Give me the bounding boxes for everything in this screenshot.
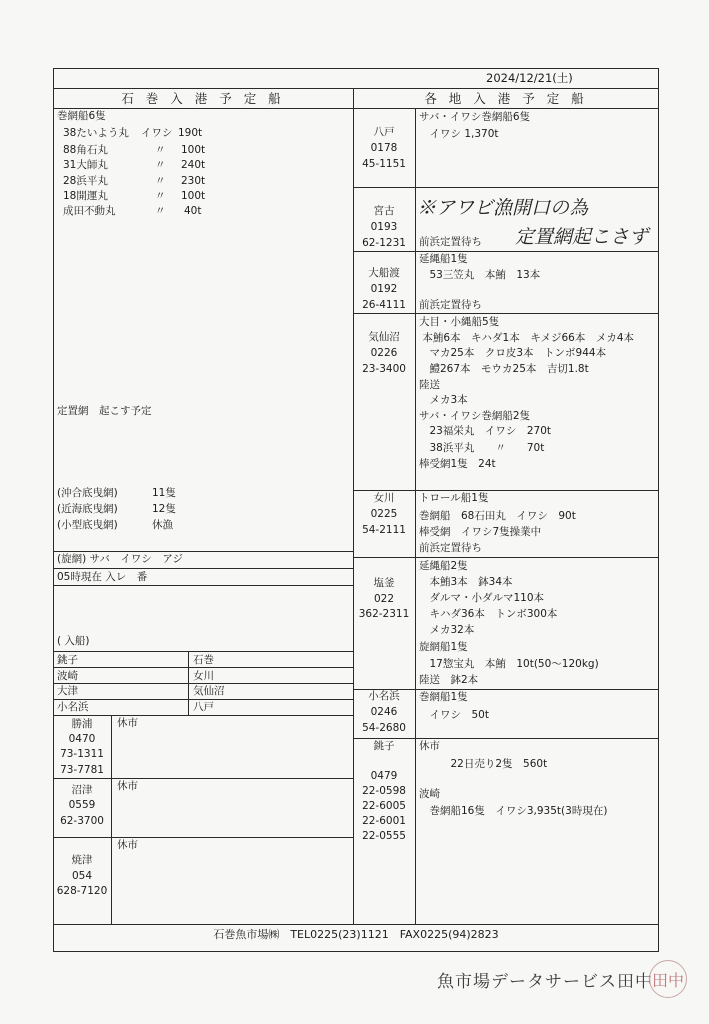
port-line: 棒受網1隻 24t (419, 458, 496, 470)
port-grid-cell: 気仙沼 (193, 685, 225, 697)
port-line: 鱧267本 モウカ25本 吉切1.8t (419, 363, 589, 375)
right-header: 各 地 入 港 予 定 船 (424, 91, 588, 106)
trawl-label: (小型底曳網) (57, 519, 118, 531)
ship-name: 成田不動丸 (63, 205, 116, 217)
port-name: 宮古 (373, 205, 395, 217)
makiami-species: (旋網) サバ イワシ アジ (57, 553, 183, 565)
port-line: 前浜定置待ち (419, 236, 482, 248)
ship-fish: 〃 (155, 175, 166, 187)
ship-fish: 〃 (155, 205, 166, 217)
port-phone: 0225 (370, 508, 398, 520)
ship-tons: 100t (181, 190, 206, 202)
port-name: 女川 (373, 492, 395, 504)
port-line: 陸送 鉢2本 (419, 674, 479, 686)
port-line: 旋網船1隻 (419, 641, 468, 653)
port-phone: 22-6005 (362, 800, 406, 812)
port-line: キハダ36本 トンボ300本 (419, 608, 558, 620)
port-phone: 26-4111 (362, 299, 406, 311)
port-line: サバ・イワシ巻網船2隻 (419, 410, 531, 422)
port-line: 巻網船1隻 (419, 691, 468, 703)
port-line: ダルマ・小ダルマ110本 (419, 592, 545, 604)
current-status: 05時現在 入レ 番 (57, 571, 148, 583)
ship-fish: イワシ (141, 127, 173, 139)
port-status: 休市 (117, 839, 138, 851)
ship-tons: 230t (181, 175, 206, 187)
port-grid-cell: 女川 (193, 670, 214, 682)
port-name: 大船渡 (368, 267, 400, 279)
ship-name: 38たいよう丸 (63, 127, 129, 139)
ship-tons: 40t (184, 205, 202, 217)
port-line: トロール船1隻 (419, 492, 489, 504)
ship-name: 31大師丸 (63, 159, 108, 171)
port-phone: 23-3400 (362, 363, 406, 375)
ship-tons: 240t (181, 159, 206, 171)
trawl-label: (近海底曳網) (57, 503, 118, 515)
ship-tons: 100t (181, 144, 206, 156)
port-grid-cell: 小名浜 (57, 701, 89, 713)
ship-fish: 〃 (155, 144, 166, 156)
port-phone: 022 (373, 593, 395, 605)
port-line: 本鮪3本 鉢34本 (419, 576, 513, 588)
port-grid-cell: 波崎 (57, 670, 78, 682)
port-phone: 22-0598 (362, 785, 406, 797)
port-line: 巻網船16隻 イワシ3,935t(3時現在) (419, 805, 608, 817)
port-phone: 0192 (370, 283, 398, 295)
port-phone: 0226 (370, 347, 398, 359)
ship-tons: 190t (178, 127, 203, 139)
port-line: 前浜定置待ち (419, 299, 482, 311)
left-header: 石 巻 入 港 予 定 船 (121, 91, 285, 106)
port-line: イワシ 1,370t (419, 128, 499, 140)
port-line: 延縄船1隻 (419, 253, 468, 265)
ship-fish: 〃 (155, 190, 166, 202)
handwritten-note: ※アワビ漁開口の為 (417, 197, 589, 219)
port-name: 気仙沼 (368, 331, 400, 343)
port-phone: 62-3700 (60, 815, 104, 827)
trawl-label: (沖合底曳網) (57, 487, 118, 499)
port-line: 波崎 (419, 788, 440, 800)
port-line: 38浜平丸 〃 70t (419, 442, 545, 454)
port-grid-cell: 大津 (57, 685, 78, 697)
ship-fish: 〃 (155, 159, 166, 171)
port-name: 勝浦 (71, 718, 93, 730)
port-line: メカ3本 (419, 394, 468, 406)
port-name: 銚子 (373, 740, 395, 752)
port-line: 大目・小縄船5隻 (419, 316, 500, 328)
report-date: 2024/12/21(土) (486, 71, 573, 85)
port-line: イワシ 50t (419, 709, 489, 721)
port-name: 小名浜 (368, 690, 400, 702)
port-line: 前浜定置待ち (419, 542, 482, 554)
port-name: 八戸 (373, 126, 395, 138)
port-line: 巻網船 68石田丸 イワシ 90t (419, 510, 576, 522)
port-line: サバ・イワシ巻網船6隻 (419, 111, 531, 123)
trawl-value: 11隻 (152, 487, 176, 499)
port-grid-cell: 銚子 (57, 654, 78, 666)
port-line: 陸送 (419, 379, 440, 391)
port-line: 棒受網 イワシ7隻操業中 (419, 526, 542, 538)
port-line: 17惣宝丸 本鮪 10t(50～120kg) (419, 658, 599, 670)
port-name: 塩釜 (373, 577, 395, 589)
port-phone: 22-6001 (362, 815, 406, 827)
port-phone: 054 (71, 870, 93, 882)
port-line: 延縄船2隻 (419, 560, 468, 572)
seal-stamp: 田中 (649, 960, 687, 998)
port-line: メカ32本 (419, 624, 475, 636)
port-phone: 45-1151 (362, 158, 406, 170)
ship-name: 18開運丸 (63, 190, 108, 202)
trawl-value: 休漁 (152, 519, 173, 531)
port-phone: 54-2680 (362, 722, 406, 734)
port-grid-cell: 石巻 (193, 654, 214, 666)
port-line: 休市 (419, 740, 440, 752)
footer-contact: 石巻魚市場㈱ TEL0225(23)1121 FAX0225(94)2823 (213, 928, 499, 941)
port-phone: 0479 (370, 770, 398, 782)
port-name: 焼津 (71, 854, 93, 866)
port-line: 23福栄丸 イワシ 270t (419, 425, 552, 437)
port-phone: 362-2311 (358, 608, 410, 620)
ship-name: 28浜平丸 (63, 175, 108, 187)
port-phone: 0470 (68, 733, 96, 745)
trawl-value: 12隻 (152, 503, 176, 515)
port-phone: 0559 (68, 799, 96, 811)
port-phone: 0178 (370, 142, 398, 154)
port-line: 本鮪6本 キハダ1本 キメジ66本 メカ4本 (419, 332, 635, 344)
port-status: 休市 (117, 780, 138, 792)
sender-signature: 魚市場データサービス田中 (437, 972, 653, 992)
port-phone: 0193 (370, 221, 398, 233)
port-name: 沼津 (71, 784, 93, 796)
ishinomaki-group: 巻網船6隻 (57, 110, 106, 122)
port-phone: 62-1231 (362, 237, 406, 249)
port-status: 休市 (117, 717, 138, 729)
port-phone: 73-7781 (60, 764, 104, 776)
handwritten-note: 定置網起こさず (515, 226, 649, 248)
port-phone: 628-7120 (56, 885, 108, 897)
port-line: マカ25本 クロ皮3本 トンボ944本 (419, 347, 607, 359)
port-line: 22日売り2隻 560t (419, 758, 548, 770)
port-phone: 22-0555 (362, 830, 406, 842)
port-phone: 54-2111 (362, 524, 406, 536)
port-grid-cell: 八戸 (193, 701, 214, 713)
teichi-note: 定置網 起こす予定 (57, 405, 152, 417)
port-line: 53三笠丸 本鮪 13本 (419, 269, 541, 281)
port-phone: 0246 (370, 706, 398, 718)
port-phone: 73-1311 (60, 748, 104, 760)
ship-name: 88角石丸 (63, 144, 108, 156)
nyusen-label: ( 入船) (57, 635, 90, 647)
